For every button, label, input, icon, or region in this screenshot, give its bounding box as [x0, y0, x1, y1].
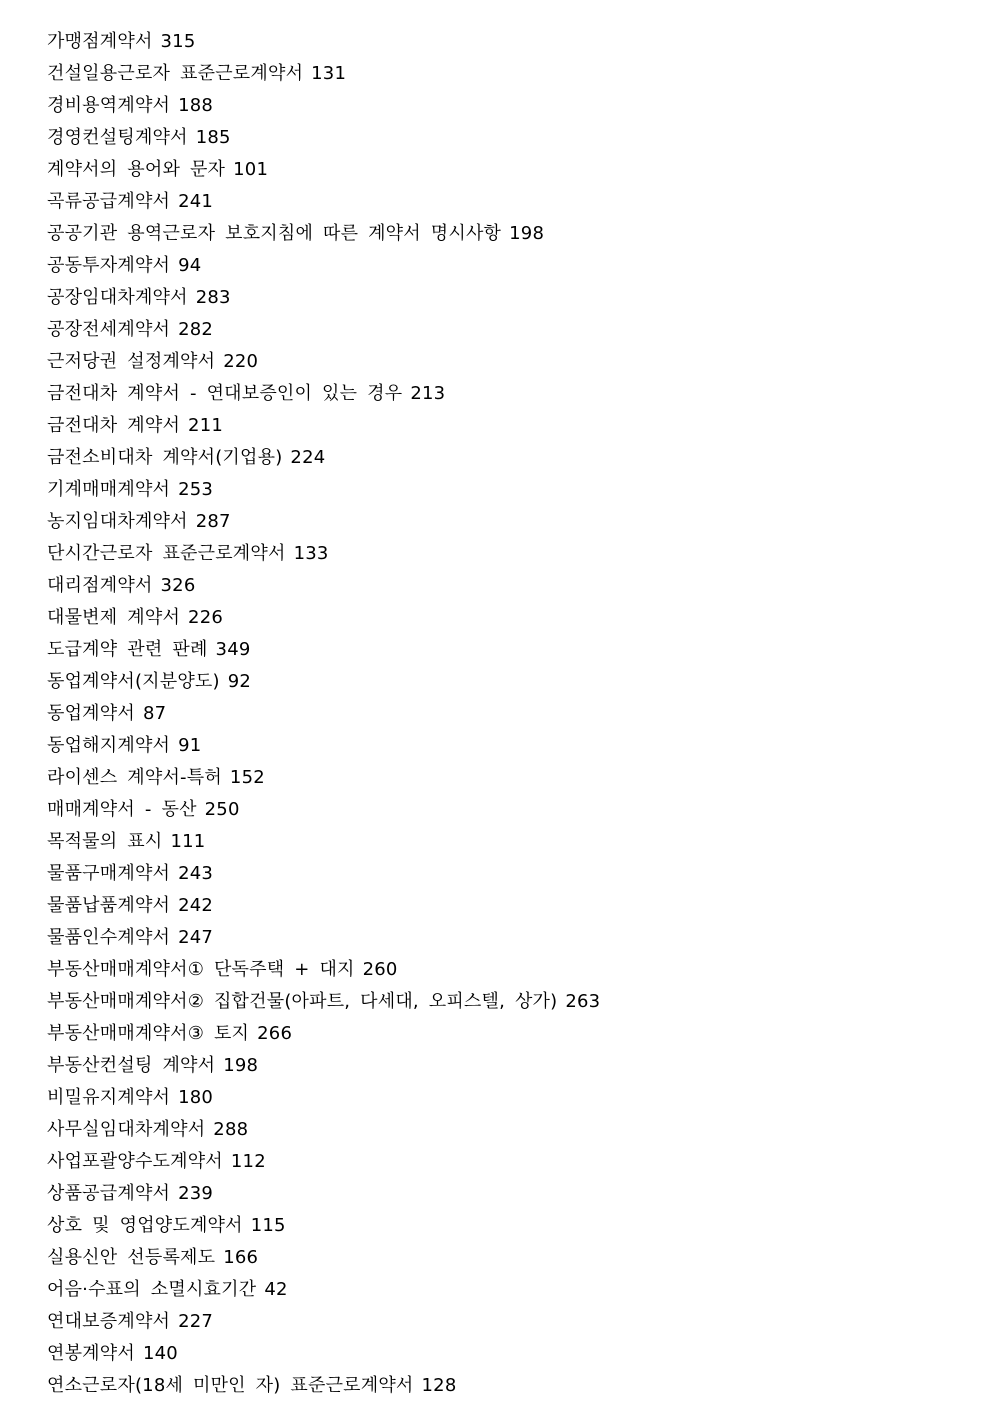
index-entry — [47, 1242, 600, 1274]
index-entry — [47, 1370, 600, 1402]
entry-page-number: 112 — [230, 1151, 266, 1172]
entry-title: 대리점계약서 — [47, 575, 153, 596]
index-entry — [47, 1274, 600, 1306]
entry-page-number: 152 — [229, 767, 265, 788]
index-entry — [47, 730, 600, 762]
entry-page-number: 288 — [213, 1119, 249, 1140]
entry-page-number: 239 — [178, 1183, 214, 1204]
entry-page-number: 241 — [178, 191, 214, 212]
index-entry — [47, 986, 600, 1018]
entry-title: 연대보증계약서 — [47, 1311, 171, 1332]
entry-title: 어음·수표의 소멸시효기간 — [47, 1279, 257, 1300]
index-entry — [47, 410, 600, 442]
entry-title: 물품인수계약서 — [47, 927, 171, 948]
index-entry — [47, 954, 600, 986]
index-entry — [47, 314, 600, 346]
entry-title: 건설일용근로자 표준근로계약서 — [47, 63, 304, 84]
entry-page-number: 115 — [250, 1215, 286, 1236]
index-entry — [47, 922, 600, 954]
entry-page-number: 94 — [178, 255, 202, 276]
entry-title: 동업계약서(지분양도) — [47, 671, 220, 692]
index-entry — [47, 1210, 600, 1242]
entry-title: 상호 및 영업양도계약서 — [47, 1215, 243, 1236]
entry-title: 부동산컨설팅 계약서 — [47, 1055, 216, 1076]
entry-page-number: 266 — [257, 1023, 293, 1044]
index-entry — [47, 538, 600, 570]
entry-page-number: 166 — [223, 1247, 259, 1268]
entry-title: 공장전세계약서 — [47, 319, 171, 340]
entry-page-number: 260 — [362, 959, 398, 980]
entry-title: 단시간근로자 표준근로계약서 — [47, 543, 286, 564]
entry-page-number: 227 — [178, 1311, 214, 1332]
entry-title: 사무실임대차계약서 — [47, 1119, 206, 1140]
index-entry — [47, 58, 600, 90]
entry-page-number: 133 — [293, 543, 329, 564]
index-entry — [47, 826, 600, 858]
entry-title: 연봉계약서 — [47, 1343, 135, 1364]
entry-page-number: 101 — [233, 159, 269, 180]
entry-page-number: 253 — [178, 479, 214, 500]
index-entry — [47, 794, 600, 826]
index-entry — [47, 346, 600, 378]
entry-page-number: 224 — [290, 447, 326, 468]
index-entry — [47, 602, 600, 634]
index-entry — [47, 154, 600, 186]
entry-title: 금전소비대차 계약서(기업용) — [47, 447, 283, 468]
entry-title: 공장임대차계약서 — [47, 287, 188, 308]
index-entry — [47, 634, 600, 666]
entry-title: 곡류공급계약서 — [47, 191, 171, 212]
entry-title: 금전대차 계약서 - 연대보증인이 있는 경우 — [47, 383, 403, 404]
entry-page-number: 349 — [215, 639, 251, 660]
entry-title: 목적물의 표시 — [47, 831, 163, 852]
index-entry — [47, 250, 600, 282]
entry-title: 금전대차 계약서 — [47, 415, 181, 436]
entry-title: 상품공급계약서 — [47, 1183, 171, 1204]
index-entry — [47, 1018, 600, 1050]
entry-title: 부동산매매계약서① 단독주택 + 대지 — [47, 959, 355, 980]
entry-page-number: 220 — [223, 351, 259, 372]
entry-page-number: 198 — [223, 1055, 259, 1076]
index-entry — [47, 506, 600, 538]
entry-page-number: 247 — [178, 927, 214, 948]
entry-title: 가맹점계약서 — [47, 31, 153, 52]
entry-page-number: 92 — [227, 671, 252, 692]
index-entry — [47, 282, 600, 314]
entry-title: 연소근로자(18세 미만인 자) 표준근로계약서 — [47, 1375, 414, 1396]
entry-page-number: 226 — [188, 607, 224, 628]
index-entry — [47, 858, 600, 890]
index-entry — [47, 890, 600, 922]
entry-title: 비밀유지계약서 — [47, 1087, 171, 1108]
index-entry — [47, 1338, 600, 1370]
entry-title: 기계매매계약서 — [47, 479, 171, 500]
index-entry — [47, 762, 600, 794]
entry-title: 계약서의 용어와 문자 — [47, 159, 226, 180]
entry-title: 물품구매계약서 — [47, 863, 171, 884]
entry-page-number: 180 — [178, 1087, 214, 1108]
index-entry — [47, 1146, 600, 1178]
entry-page-number: 213 — [410, 383, 446, 404]
index-entry — [47, 698, 600, 730]
entry-title: 매매계약서 - 동산 — [47, 799, 197, 820]
index-entry — [47, 442, 600, 474]
entry-title: 공공기관 용역근로자 보호지침에 따른 계약서 명시사항 — [47, 223, 502, 244]
entry-page-number: 111 — [170, 831, 206, 852]
entry-page-number: 131 — [311, 63, 347, 84]
entry-title: 경비용역계약서 — [47, 95, 171, 116]
index-entry — [47, 122, 600, 154]
index-entry — [47, 474, 600, 506]
index-entry — [47, 90, 600, 122]
entry-title: 물품납품계약서 — [47, 895, 171, 916]
entry-page-number: 188 — [178, 95, 214, 116]
entry-title: 동업해지계약서 — [47, 735, 171, 756]
entry-title: 경영컨설팅계약서 — [47, 127, 188, 148]
index-entry — [47, 1306, 600, 1338]
entry-title: 실용신안 선등록제도 — [47, 1247, 216, 1268]
index-entry — [47, 1082, 600, 1114]
entry-page-number: 211 — [188, 415, 224, 436]
entry-title: 공동투자계약서 — [47, 255, 171, 276]
entry-title: 부동산매매계약서③ 토지 — [47, 1023, 250, 1044]
entry-title: 동업계약서 — [47, 703, 135, 724]
entry-page-number: 87 — [142, 703, 167, 724]
entry-title: 농지임대차계약서 — [47, 511, 188, 532]
entry-title: 도급계약 관련 판례 — [47, 639, 208, 660]
entry-title: 근저당권 설정계약서 — [47, 351, 216, 372]
entry-page-number: 91 — [178, 735, 202, 756]
entry-page-number: 242 — [178, 895, 214, 916]
index-entry — [47, 666, 600, 698]
entry-page-number: 140 — [142, 1343, 178, 1364]
index-entry — [47, 26, 600, 58]
entry-page-number: 250 — [204, 799, 240, 820]
entry-title: 부동산매매계약서② 집합건물(아파트, 다세대, 오피스텔, 상가) — [47, 991, 558, 1012]
entry-page-number: 185 — [195, 127, 231, 148]
index-list — [47, 26, 600, 1402]
entry-page-number: 282 — [178, 319, 214, 340]
entry-page-number: 243 — [178, 863, 214, 884]
entry-page-number: 315 — [160, 31, 196, 52]
index-entry — [47, 218, 600, 250]
entry-page-number: 128 — [421, 1375, 457, 1396]
index-entry — [47, 1050, 600, 1082]
entry-title: 사업포괄양수도계약서 — [47, 1151, 223, 1172]
index-entry — [47, 378, 600, 410]
entry-page-number: 326 — [160, 575, 196, 596]
entry-page-number: 198 — [509, 223, 545, 244]
index-entry — [47, 570, 600, 602]
entry-title: 라이센스 계약서-특허 — [47, 767, 222, 788]
entry-title: 대물변제 계약서 — [47, 607, 181, 628]
entry-page-number: 263 — [565, 991, 601, 1012]
index-entry — [47, 1178, 600, 1210]
index-entry — [47, 1114, 600, 1146]
entry-page-number: 287 — [195, 511, 231, 532]
index-entry — [47, 186, 600, 218]
entry-page-number: 42 — [264, 1279, 288, 1300]
entry-page-number: 283 — [195, 287, 231, 308]
